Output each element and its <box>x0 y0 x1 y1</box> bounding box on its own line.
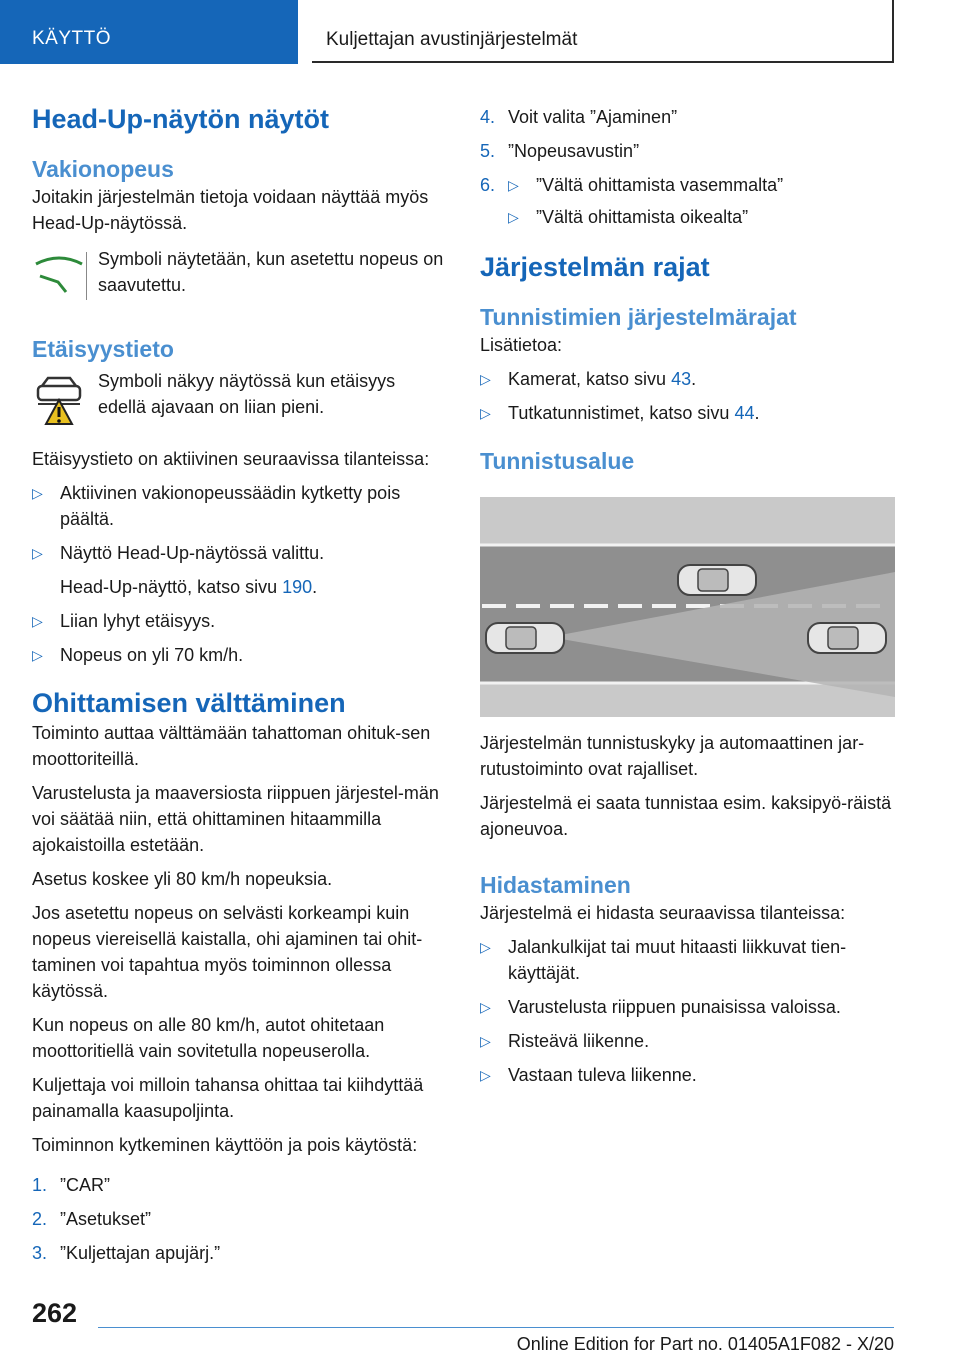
list-item: ▷ Jalankulkijat tai muut hitaasti liikkuvat tien-käyttäjät. <box>480 934 896 986</box>
paragraph: Kuljettaja voi milloin tahansa ohittaa tai kiihdyttää painamalla kaasupoljinta. <box>32 1075 424 1121</box>
paragraph: Jos asetettu nopeus on selvästi korkeampi kuin nopeus viereisellä kaistalla, ohi ajaminen tai ohit-taminen voi tapahtua myös toiminnon ollessa käytössä. <box>32 903 423 1001</box>
right-column-lower <box>480 730 896 1096</box>
list-item: ▷ Näyttö Head-Up-näytössä valittu. <box>32 540 448 566</box>
list-item: ▷ Nopeus on yli 70 km/h. <box>32 642 448 668</box>
bullet-triangle-icon: ▷ <box>480 999 491 1015</box>
bullet-triangle-icon: ▷ <box>480 1033 491 1049</box>
list-item: ▷ Vastaan tuleva liikenne. <box>480 1062 896 1088</box>
bullet-triangle-icon: ▷ <box>508 209 519 225</box>
heading-tunnistimien: Tunnistimien järjestelmärajat <box>480 304 797 330</box>
list-item: ▷ Risteävä liikenne. <box>480 1028 896 1054</box>
list-item: ▷ Aktiivinen vakionopeussäädin kytketty pois päältä. <box>32 480 448 532</box>
symbol-distance-text: Symboli näkyy näytössä kun etäisyys edellä ajavaan on liian pieni. <box>98 371 396 417</box>
own-car-icon <box>486 623 564 653</box>
list-item: ▷ Liian lyhyt etäisyys. <box>32 608 448 634</box>
bullet-triangle-icon: ▷ <box>32 545 43 561</box>
heading-vakionopeus: Vakionopeus <box>32 156 174 182</box>
list-item: 6. ▷ ”Vältä ohittamista vasemmalta” ▷ ”Vältä ohittamista oikealta” <box>480 172 896 230</box>
list-item: ▷ Varustelusta riippuen punaisissa valoissa. <box>480 994 896 1020</box>
list-item: 4. Voit valita ”Ajaminen” <box>480 107 678 127</box>
car-right-icon <box>808 623 886 653</box>
header-section-label: KÄYTTÖ <box>32 28 112 49</box>
bullet-triangle-icon: ▷ <box>480 371 491 387</box>
bullet-triangle-icon: ▷ <box>32 647 43 663</box>
paragraph: Järjestelmä ei saata tunnistaa esim. kaksipyö-räistä ajoneuvoa. <box>480 793 892 839</box>
list-item: 1. ”CAR” <box>32 1175 110 1195</box>
paragraph: Kun nopeus on alle 80 km/h, autot ohitetaan moottoritiellä vain sovitetulla nopeuserolla. <box>32 1015 385 1061</box>
right-column <box>480 104 896 476</box>
paragraph-lisatietoa: Lisätietoa: <box>480 335 563 355</box>
paragraph-etaisyys: Etäisyystieto on aktiivinen seuraavissa tilanteissa: <box>32 449 430 469</box>
list-item: ▷ Kamerat, katso sivu 43. <box>480 366 896 392</box>
distance-warning-icon <box>32 374 86 422</box>
bullet-triangle-icon: ▷ <box>508 177 519 193</box>
header-chapter-box <box>312 0 894 63</box>
headup-page-reference: Head-Up-näyttö, katso sivu 190. <box>60 577 318 597</box>
heading-tunnistusalue: Tunnistusalue <box>480 448 635 474</box>
header-chapter-label: Kuljettajan avustinjärjestelmät <box>326 29 578 50</box>
sub-list-item: ▷ ”Vältä ohittamista vasemmalta” <box>508 172 896 198</box>
paragraph: Toiminnon kytkeminen käyttöön ja pois käytöstä: <box>32 1135 418 1155</box>
footer-divider <box>98 1327 894 1328</box>
page-link-44[interactable]: 44 <box>734 403 755 423</box>
paragraph: Toiminto auttaa välttämään tahattoman ohituk-sen moottoriteillä. <box>32 723 431 769</box>
paragraph: Asetus koskee yli 80 km/h nopeuksia. <box>32 869 333 889</box>
bullet-triangle-icon: ▷ <box>32 613 43 629</box>
speed-reached-icon <box>32 252 87 300</box>
list-item: ▷ Tutkatunnistimet, katso sivu 44. <box>480 400 896 426</box>
page-link-43[interactable]: 43 <box>671 369 692 389</box>
list-item: 2. ”Asetukset” <box>32 1209 152 1229</box>
paragraph: Järjestelmän tunnistuskyky ja automaattinen jar-rutustoiminto ovat rajalliset. <box>480 733 865 779</box>
header-section-tab <box>0 0 298 64</box>
heading-hidastaminen: Hidastaminen <box>480 872 631 898</box>
symbol-row-speed <box>32 246 448 316</box>
list-item: 5. ”Nopeusavustin” <box>480 141 640 161</box>
car-ahead-icon <box>678 565 756 595</box>
list-item: 3. ”Kuljettajan apujärj.” <box>32 1243 221 1263</box>
heading-rajat: Järjestelmän rajat <box>480 252 710 282</box>
heading-ohittaminen: Ohittamisen välttäminen <box>32 688 346 718</box>
paragraph-vakionopeus: Joitakin järjestelmän tietoja voidaan näyttää myös Head-Up-näytössä. <box>32 187 429 233</box>
paragraph: Varustelusta ja maaversiosta riippuen järjestel-män voi säätää niin, että ohittaminen hitaammilla ajokaistoilla estetään. <box>32 783 439 855</box>
left-column <box>32 102 448 1274</box>
page-link-190[interactable]: 190 <box>282 577 313 597</box>
symbol-row-distance <box>32 368 448 438</box>
sub-list-item: ▷ ”Vältä ohittamista oikealta” <box>508 204 896 230</box>
page-number: 262 <box>32 1298 78 1328</box>
bullet-triangle-icon: ▷ <box>32 485 43 501</box>
heading-headup: Head-Up-näytön näytöt <box>32 104 329 134</box>
symbol-speed-text: Symboli näytetään, kun asetettu nopeus on saavutettu. <box>98 249 444 295</box>
paragraph-hidas: Järjestelmä ei hidasta seuraavissa tilanteissa: <box>480 903 846 923</box>
footer-edition: Online Edition for Part no. 01405A1F082 - X/20 <box>516 1334 894 1354</box>
detection-area-illustration <box>480 497 895 717</box>
bullet-triangle-icon: ▷ <box>480 1067 491 1083</box>
bullet-triangle-icon: ▷ <box>480 939 491 955</box>
bullet-triangle-icon: ▷ <box>480 405 491 421</box>
heading-etaisyystieto: Etäisyystieto <box>32 336 174 362</box>
